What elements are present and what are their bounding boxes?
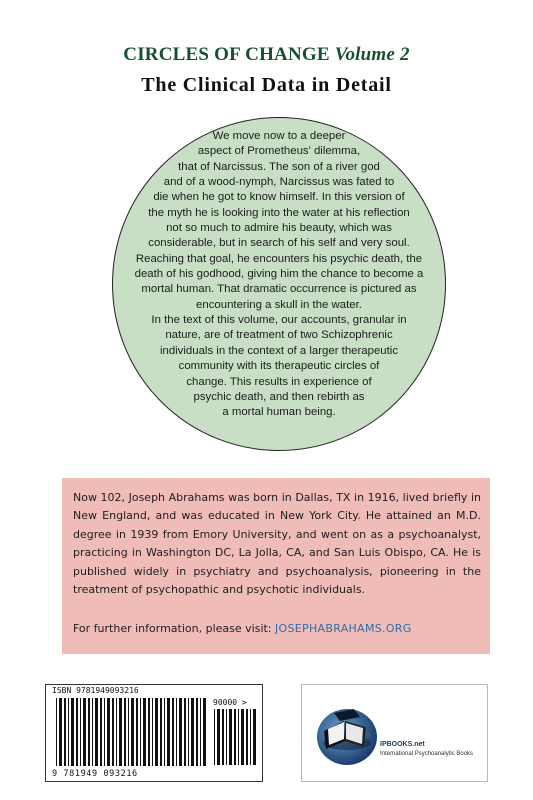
synopsis-line: the myth he is looking into the water at his reflection [148,206,410,219]
barcode-bar [104,698,105,766]
synopsis-line: death of his godhood, giving him the chance to become a [134,268,424,281]
cover-title [0,44,533,66]
barcode-bar [136,698,138,766]
barcode-bar [95,698,98,766]
barcode-bar [100,698,102,766]
barcode-bar [217,709,220,765]
barcode-bar [64,698,66,766]
synopsis-line: a mortal human being. [222,406,336,419]
synopsis-line: In the text of this volume, our accounts, granular in [151,314,407,327]
synopsis-line: aspect of Prometheus' dilemma, [197,145,361,158]
price-code: 90000 > [213,698,247,707]
barcode-bar [131,698,134,766]
barcode-bar [234,709,236,765]
barcode-bar [188,698,189,766]
barcode-bar [238,709,239,765]
barcode-bar [191,698,194,766]
barcode-bar [107,698,110,766]
barcode-block [45,684,263,782]
barcode-bar [229,709,232,765]
barcode-bar [80,698,81,766]
synopsis-text [112,129,446,421]
barcode-bar [152,698,153,766]
synopsis-line: considerable, but in search of his self and very soul. [148,237,410,250]
synopsis-line: individuals in the context of a larger therapeutic [159,344,399,357]
barcode-bar [214,709,215,765]
synopsis-line: that of Narcissus. The son of a river god [178,160,380,173]
synopsis-line: psychic death, and then rebirth as [193,390,365,403]
barcode-bar [179,698,182,766]
barcode-bar [92,698,93,766]
book-title: CIRCLES OF CHANGE [123,44,330,65]
synopsis-line: not so much to admire his beauty, which was [166,222,392,235]
barcode-bar [143,698,146,766]
barcode-bar [200,698,201,766]
synopsis-line: encountering a skull in the water. [196,298,362,311]
barcode-bar [56,698,57,766]
synopsis-line: die when he got to know himself. In this version of [153,191,405,204]
barcode-bar [167,698,170,766]
synopsis-line: community with its therapeutic circles of [178,360,380,373]
barcode-bar [88,698,90,766]
barcode-bar [119,698,122,766]
publisher-tagline: International Psychoanalytic Books [380,751,474,757]
barcode-bar [226,709,227,765]
barcode-bar [59,698,62,766]
synopsis-line: and of a wood-nymph, Narcissus was fated to [163,176,395,189]
barcode-digits: 9 781949 093216 [52,769,138,779]
barcode-bar [128,698,129,766]
barcode-bar [116,698,117,766]
barcode-bar [124,698,126,766]
publisher-logo-box [301,684,488,782]
visit-label: For further information, please visit: [73,622,272,635]
publisher-books-icon [314,699,380,769]
synopsis-line: mortal human. That dramatic occurrence is pictured as [141,283,417,296]
barcode-bar [176,698,177,766]
barcode-bar [140,698,141,766]
barcode-bar [253,709,256,765]
synopsis-line: Reaching that goal, he encounters his psychic death, the [135,252,423,265]
publisher-name: IPBOOKS.net [380,741,425,748]
barcode-bar [196,698,198,766]
barcode-bar [148,698,150,766]
volume-label: Volume 2 [334,44,410,65]
barcode-bar [203,698,206,766]
barcode-bar [184,698,186,766]
barcode-bars [56,698,206,766]
barcode-bar [112,698,114,766]
website-link[interactable]: JOSEPHABRAHAMS.ORG [275,622,412,635]
author-bio-text: Now 102, Joseph Abrahams was born in Dallas, TX in 1916, lived briefly in New England, and was educated in New York City. He attained an M.D. degree in 1939 from Emory University, and went on as a psychoanalyst, practicing in Washington DC, La Jolla, CA, and San Luis Obispo, CA. He is published widely in psychiatry and psychoanalysis, pioneering in the treatment of psychopathic and psychotic individuals. [73,491,481,597]
synopsis-line: We move now to a deeper [212,130,346,142]
barcode-bar [83,698,86,766]
visit-line [73,622,493,635]
synopsis-line: change. This results in experience of [186,375,372,388]
barcode-bar [155,698,158,766]
barcode-bar [76,698,78,766]
barcode-bar [164,698,165,766]
barcode-bar [172,698,174,766]
synopsis-line: nature, are of treatment of two Schizophrenic [165,329,393,342]
isbn-label: ISBN 9781949093216 [52,686,139,695]
barcode-bar [241,709,244,765]
barcode-bar [250,709,251,765]
book-subtitle: The Clinical Data in Detail [141,74,392,96]
barcode-bar [222,709,224,765]
barcode-bar [160,698,162,766]
barcode-bar [246,709,248,765]
price-barcode-bars [214,709,256,765]
barcode-bar [68,698,69,766]
barcode-bar [71,698,74,766]
